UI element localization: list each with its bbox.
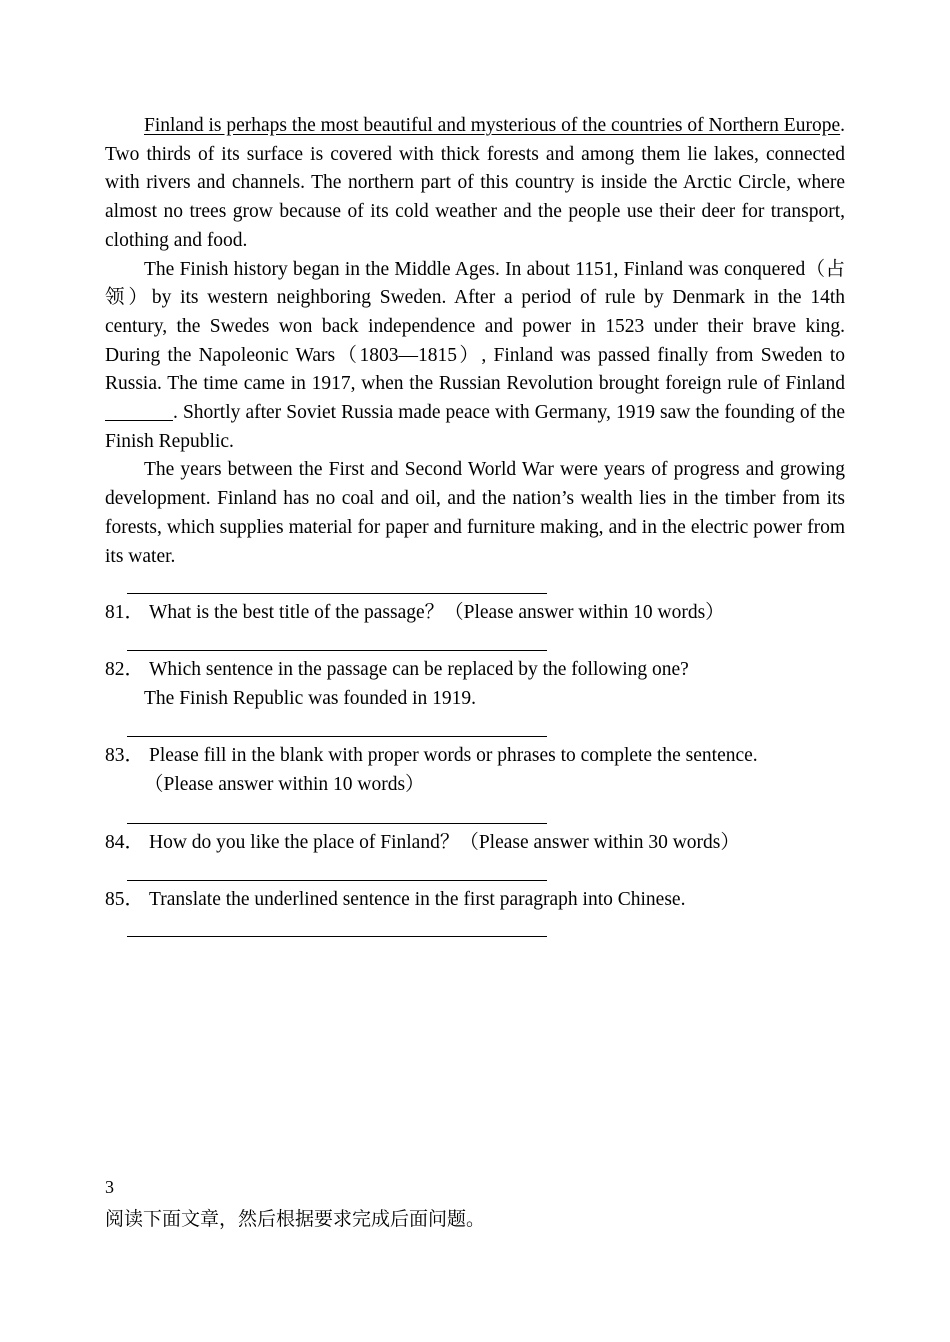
question-subtext: （Please answer within 10 words） [144,773,425,795]
answer-line[interactable] [127,823,547,824]
paragraph-3: The years between the First and Second World War were years of progress and growing development. Finland has no coal and oil, and the nation’s wealth lies in the timber from its forests, which supplies material for paper and furniture making, and in the electric power from its water. [105,459,845,567]
paragraph-1-rest: . Two thirds of its surface is covered with thick forests and among them lie lakes, connected with rivers and channels. The northern part of this country is inside the Arctic Circle, where almost no trees grow because of its cold weather and the people use their deer for transport, clothing and food. [105,115,845,251]
answer-line[interactable] [127,650,547,651]
question-subtext: The Finish Republic was founded in 1919. [144,687,477,709]
question-text: Which sentence in the passage can be replaced by the following one? [149,659,689,680]
paragraph-1 [105,112,845,256]
question-82 [105,656,865,713]
question-number: 82． [105,659,145,680]
question-text: What is the best title of the passage？（Please answer within 10 words） [149,602,725,623]
paragraph-2 [105,256,845,457]
section-instruction: 阅读下面文章，然后根据要求完成后面问题。 [105,1208,486,1230]
paragraph-2-after-blank: . Shortly after Soviet Russia made peace with Germany, 1919 saw the founding of the Finish Republic. [105,402,845,452]
underlined-sentence: Finland is perhaps the most beautiful and mysterious of the countries of Northern Europe [144,115,841,136]
answer-line[interactable] [127,736,547,737]
question-85 [105,886,865,915]
reading-passage [105,112,845,571]
question-84 [105,829,865,858]
question-number: 83． [105,745,145,766]
question-81 [105,599,865,628]
fill-in-blank[interactable] [105,401,173,422]
question-number: 81． [105,602,145,623]
question-number: 85． [105,889,145,910]
answer-line[interactable] [127,936,547,937]
question-83 [105,742,865,799]
question-text: Please fill in the blank with proper words or phrases to complete the sentence. [149,745,758,766]
question-text: How do you like the place of Finland？（Please answer within 30 words） [149,832,740,853]
paragraph-2-before-blank: The Finish history began in the Middle Ages. In about 1151, Finland was conquered（占领）by its western neighboring Sweden. After a period of rule by Denmark in the 14th century, the Swedes won back independence and power in 1523 under their brave king. During the Napoleonic Wars（1803—1815）, Finland was passed finally from Sweden to Russia. The time came in 1917, when the Russian Revolution brought foreign rule of Finland [105,258,845,395]
page-number: 3 [105,1177,114,1197]
question-number: 84． [105,832,145,853]
answer-line[interactable] [127,593,547,594]
question-text: Translate the underlined sentence in the first paragraph into Chinese. [149,889,686,910]
answer-line[interactable] [127,880,547,881]
